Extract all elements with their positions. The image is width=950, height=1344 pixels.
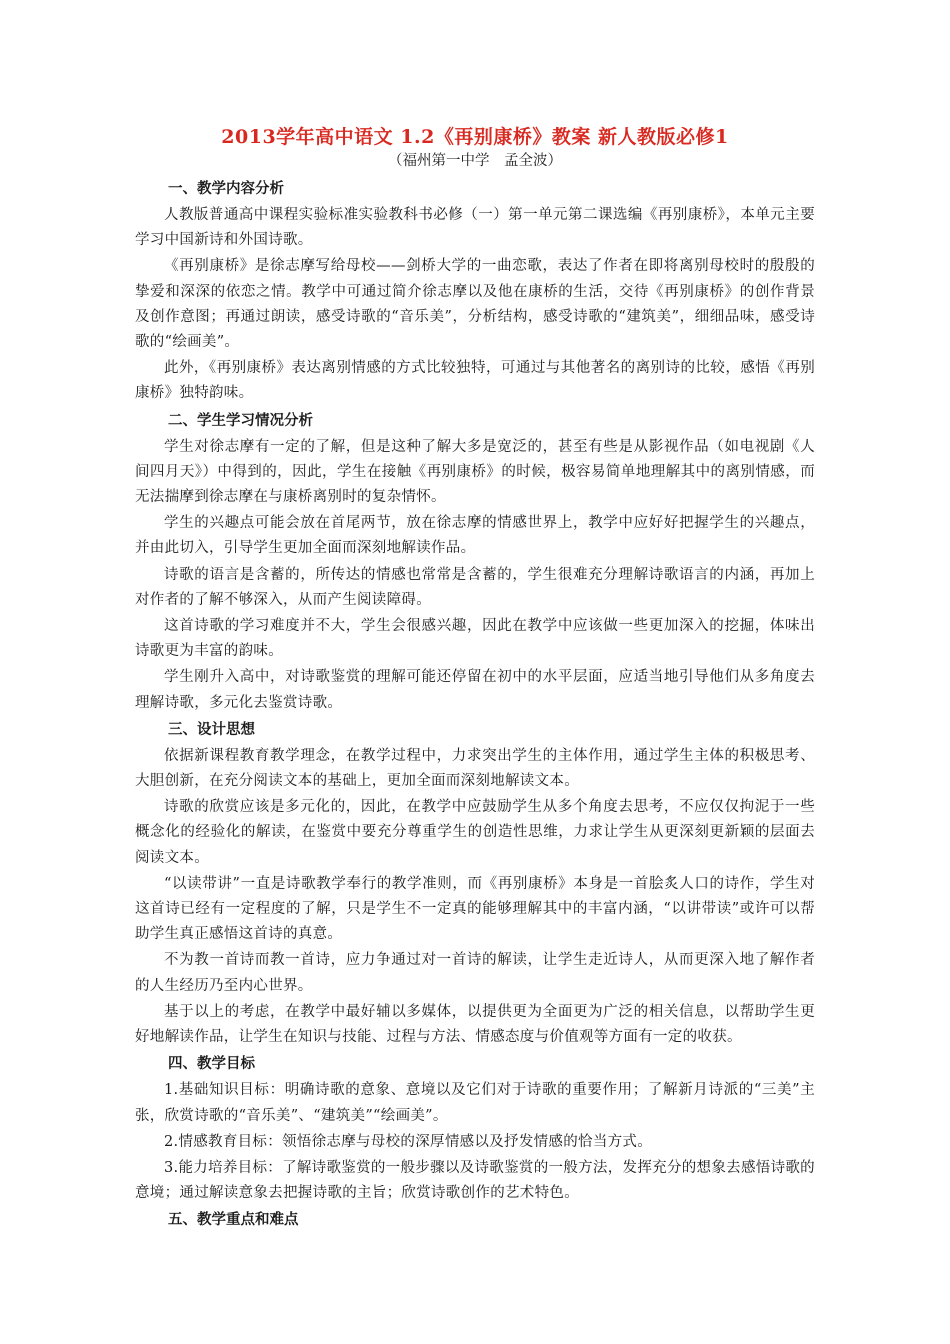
section-paragraph: 依据新课程教育教学理念，在教学过程中，力求突出学生的主体作用，通过学生主体的积极思考、大胆创新，在充分阅读文本的基础上，更加全面而深刻地解读文本。: [135, 747, 815, 790]
section-paragraph: 2.情感教育目标：领悟徐志摩与母校的深厚情感以及抒发情感的恰当方式。: [164, 1133, 653, 1150]
section-paragraph: “以读带讲”一直是诗歌教学奉行的教学准则，而《再别康桥》本身是一首脍炙人口的诗作，学生对这首诗已经有一定程度的了解，只是学生不一定真的能够理解其中的丰富内涵，“以讲带读”或许可以帮助学生真正感悟这首诗的真意。: [135, 875, 815, 943]
section-paragraph: 3.能力培养目标：了解诗歌鉴赏的一般步骤以及诗歌鉴赏的一般方法，发挥充分的想象去感悟诗歌的意境；通过解读意象去把握诗歌的主旨；欣赏诗歌创作的艺术特色。: [135, 1159, 815, 1202]
section-paragraph: 《再别康桥》是徐志摩写给母校——剑桥大学的一曲恋歌，表达了作者在即将离别母校时的殷殷的挚爱和深深的依恋之情。教学中可通过简介徐志摩以及他在康桥的生活，交待《再别康桥》的创作背景及创作意图；再通过朗读，感受诗歌的“音乐美”，分析结构，感受诗歌的“建筑美”，细细品味，感受诗歌的“绘画美”。: [135, 258, 815, 351]
section-paragraph: 1.基础知识目标：明确诗歌的意象、意境以及它们对于诗歌的重要作用；了解新月诗派的“三美”主张，欣赏诗歌的“音乐美”、“建筑美”“绘画美”。: [135, 1082, 815, 1124]
document-title: 2013学年高中语文 1.2《再别康桥》教案 新人教版必修1: [221, 126, 729, 148]
section-paragraph: 基于以上的考虑，在教学中最好辅以多媒体，以提供更为全面更为广泛的相关信息，以帮助学生更好地解读作品，让学生在知识与技能、过程与方法、情感态度与价值观等方面有一定的收获。: [135, 1003, 815, 1046]
section-heading: 一、教学内容分析: [168, 180, 284, 197]
section-paragraph: 人教版普通高中课程实验标准实验教科书必修（一）第一单元第二课选编《再别康桥》，本单元主要学习中国新诗和外国诗歌。: [135, 207, 815, 249]
section-paragraph: 这首诗歌的学习难度并不大，学生会很感兴趣，因此在教学中应该做一些更加深入的挖掘，体味出诗歌更为丰富的韵味。: [135, 618, 815, 660]
section-paragraph: 诗歌的欣赏应该是多元化的，因此，在教学中应鼓励学生从多个角度去思考，不应仅仅拘泥于一些概念化的经验化的解读，在鉴赏中要充分尊重学生的创造性思维，力求让学生从更深刻更新颖的层面去阅读文本。: [135, 799, 815, 866]
section-paragraph: 诗歌的语言是含蓄的，所传达的情感也常常是含蓄的，学生很难充分理解诗歌语言的内涵，再加上对作者的了解不够深入，从而产生阅读障碍。: [135, 566, 815, 608]
section-heading: 四、教学目标: [168, 1055, 255, 1073]
section-paragraph: 学生对徐志摩有一定的了解，但是这种了解大多是宽泛的，甚至有些是从影视作品（如电视剧《人间四月天》）中得到的，因此，学生在接触《再别康桥》的时候，极容易简单地理解其中的离别情感，而无法揣摩到徐志摩在与康桥离别时的复杂情怀。: [135, 438, 815, 506]
document-author: （福州第一中学 孟全波）: [388, 153, 562, 169]
section-heading: 三、设计思想: [168, 720, 255, 738]
section-heading: 五、教学重点和难点: [168, 1211, 299, 1229]
section-paragraph: 学生的兴趣点可能会放在首尾两节，放在徐志摩的情感世界上，教学中应好好把握学生的兴趣点，并由此切入，引导学生更加全面而深刻地解读作品。: [135, 515, 815, 557]
sections-container: [135, 176, 815, 1233]
section-paragraph: 不为教一首诗而教一首诗，应力争通过对一首诗的解读，让学生走近诗人，从而更深入地了解作者的人生经历乃至内心世界。: [135, 952, 815, 994]
section-paragraph: 学生刚升入高中，对诗歌鉴赏的理解可能还停留在初中的水平层面，应适当地引导他们从多角度去理解诗歌，多元化去鉴赏诗歌。: [135, 669, 815, 711]
section-paragraph: 此外，《再别康桥》表达离别情感的方式比较独特，可通过与其他著名的离别诗的比较，感悟《再别康桥》独特韵味。: [135, 360, 815, 402]
document-body: [135, 124, 815, 1234]
section-heading: 二、学生学习情况分析: [168, 411, 313, 429]
